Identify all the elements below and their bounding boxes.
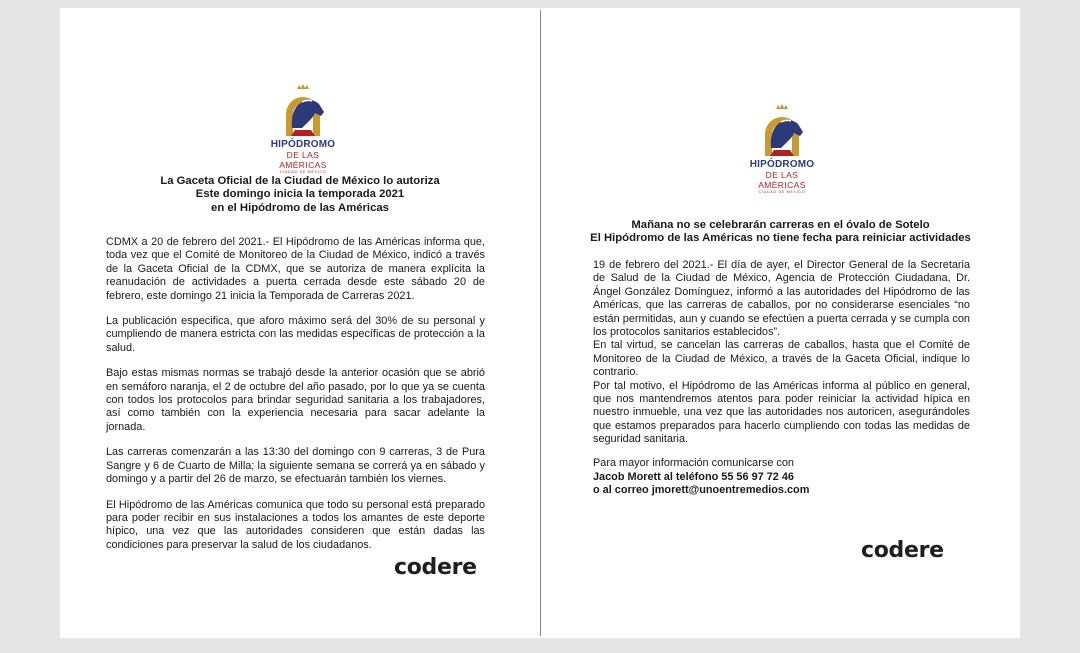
release-body (106, 236, 485, 564)
paragraph: En tal virtud, se cancelan las carreras de caballos, hasta que el Comité de Monitoreo de la Ciudad de México, a través de la Gaceta Oficial, indique lo contrario. (593, 339, 970, 379)
contact-intro: Para mayor información comunicarse con (593, 457, 794, 469)
headline (561, 219, 1000, 246)
codere-logo: codere (861, 538, 944, 563)
headline-line: La Gaceta Oficial de la Ciudad de México lo autoriza (160, 175, 440, 187)
paragraph: El Hipódromo de las Américas comunica que todo su personal está preparado para poder recibir en sus instalaciones a todos los amantes de este deporte hípico, una vez que las autoridades consideren que están dadas las condiciones para preservar la salud de los ciudadanos. (106, 498, 485, 551)
headline (80, 175, 520, 215)
headline-line: Este domingo inicia la temporada 2021 (195, 188, 405, 201)
logo-city: CIUDAD DE MÉXICO (758, 190, 806, 194)
horseshoe-horse-icon (757, 104, 807, 158)
right-press-release (541, 8, 1020, 638)
paragraph: 19 de febrero del 2021.- El día de ayer, el Director General de la Secretaria de Salud de la Ciudad de México, Agencia de Protección Ciudadana, Dr. Ángel González Domínguez, informó a las autoridades del Hipódromo de las Américas, que las carreras de caballos, por no considerarse esenciales “no están permitidas, aun y cuando se efectúen a puerta cerrada y se cumpla con los protocolos sanitarios establecidos”. (593, 259, 970, 339)
paragraph: Bajo estas mismas normas se trabajó desde la anterior ocasión que se abrió en semáforo naranja, el 2 de octubre del año pasado, por lo que ya se cuenta con todos los protocolos para brindar seguridad sanitaria a los trabajadores, así como también con la experiencia necesaria para sacar adelante la jornada. (106, 367, 485, 433)
hipodromo-logo (263, 84, 343, 175)
contact-info (593, 457, 809, 498)
logo-name: HIPÓDROMO (749, 159, 815, 170)
logo-subname: DE LAS AMÉRICAS (758, 170, 806, 190)
logo-subname: DE LAS AMÉRICAS (279, 150, 327, 170)
headline-line: El Hipódromo de las Américas no tiene fecha para reiniciar actividades (590, 232, 971, 245)
logo-city: CIUDAD DE MÉXICO (279, 170, 327, 174)
paragraph: Las carreras comenzarán a las 13:30 del domingo con 9 carreras, 3 de Pura Sangre y 6 de Cuarto de Milla; la siguiente semana se correrá ya en sábado y domingo y a partir del 26 de marzo, se efectuarán también los viernes. (106, 446, 485, 486)
logo-name: HIPÓDROMO (270, 139, 336, 150)
headline-line: en el Hipódromo de las Américas (211, 201, 389, 214)
contact-phone: Jacob Morett al teléfono 55 56 97 72 46 (593, 470, 794, 483)
paragraph: Por tal motivo, el Hipódromo de las Américas informa al público en general, que nos mantendremos atentos para poder reiniciar la actividad hípica en nuestro inmueble, una vez que las autoridades nos autoricen, asegurándoles que estamos preparados para hacerlo cumpliendo con todas las medidas de seguridad sanitaria. (593, 379, 970, 446)
codere-logo: codere (394, 555, 477, 580)
horseshoe-horse-icon (278, 84, 328, 138)
release-body (593, 259, 970, 447)
contact-email: o al correo jmorett@unoentremedios.com (593, 484, 810, 497)
paragraph: CDMX a 20 de febrero del 2021.- El Hipódromo de las Américas informa que, toda vez que el Comité de Monitoreo de la Ciudad de México, indicó a través de la Gaceta Oficial de la CDMX, que se autoriza de manera explícita la reanudación de actividades a puerta cerrada desde este sábado 20 de febrero, este domingo 21 inicia la Temporada de Carreras 2021. (106, 236, 485, 302)
headline-line: Mañana no se celebrarán carreras en el óvalo de Sotelo (631, 219, 930, 231)
left-press-release (60, 8, 540, 638)
hipodromo-logo (742, 104, 822, 195)
paragraph: La publicación especifica, que aforo máximo será del 30% de su personal y cumpliendo de manera estricta con las medidas específicas de protección a la salud. (106, 315, 485, 354)
